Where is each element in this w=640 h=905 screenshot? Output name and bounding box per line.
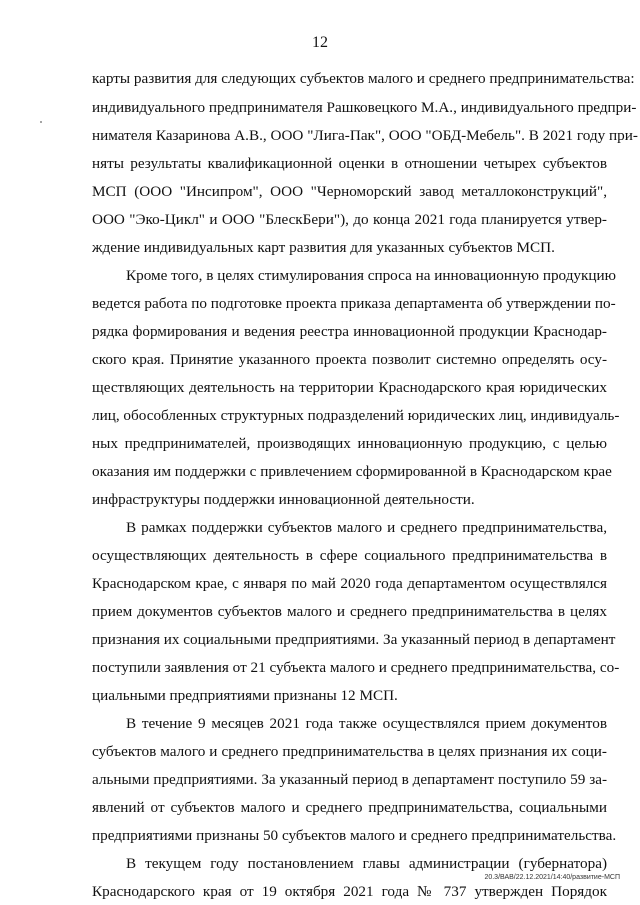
text-line: ных предпринимателей, производящих инновационную продукцию, с целью: [92, 435, 607, 452]
text-line: признания их социальными предприятиями. За указанный период в департамент: [92, 631, 616, 648]
text-line: В течение 9 месяцев 2021 года также осуществлялся прием документов: [126, 715, 607, 732]
text-line: осуществляющих деятельность в сфере социального предпринимательства в: [92, 547, 607, 564]
text-line: няты результаты квалификационной оценки в отношении четырех субъектов: [92, 155, 607, 172]
text-line: рядка формирования и ведения реестра инновационной продукции Краснодар-: [92, 323, 607, 340]
text-line: ООО "Эко-Цикл" и ООО "БлескБери"), до конца 2021 года планируется утвер-: [92, 211, 607, 228]
text-line: В текущем году постановлением главы администрации (губернатора): [126, 855, 607, 872]
text-line: Краснодарского края от 19 октября 2021 года № 737 утвержден Порядок: [92, 883, 607, 900]
text-line: циальными предприятиями признаны 12 МСП.: [92, 687, 398, 704]
text-line: ществляющих деятельность на территории Краснодарского края юридических: [92, 379, 607, 396]
text-line: Краснодарском крае, с января по май 2020 года департаментом осуществлялся: [92, 575, 607, 592]
text-line: МСП (ООО "Инсипром", ООО "Черноморский завод металлоконструкций",: [92, 183, 607, 200]
text-line: карты развития для следующих субъектов малого и среднего предпринимательства:: [92, 70, 635, 87]
text-line: оказания им поддержки с привлечением сформированной в Краснодарском крае: [92, 463, 612, 480]
text-line: индивидуального предпринимателя Рашковецкого М.А., индивидуального предпри-: [92, 99, 637, 116]
document-footer-code: 20.3/ВАВ/22.12.2021/14:40/развитие-МСП: [484, 874, 620, 881]
text-line: инфраструктуры поддержки инновационной деятельности.: [92, 491, 475, 508]
text-line: прием документов субъектов малого и среднего предпринимательства в целях: [92, 603, 607, 620]
scan-speck: [40, 121, 42, 123]
text-line: лиц, обособленных структурных подразделений юридических лиц, индивидуаль-: [92, 407, 620, 424]
text-line: субъектов малого и среднего предпринимательства в целях признания их соци-: [92, 743, 607, 760]
text-line: Кроме того, в целях стимулирования спроса на инновационную продукцию: [126, 267, 616, 284]
text-line: предприятиями признаны 50 субъектов малого и среднего предпринимательства.: [92, 827, 617, 844]
text-line: поступили заявления от 21 субъекта малого и среднего предпринимательства, со-: [92, 659, 620, 676]
text-line: ведется работа по подготовке проекта приказа департамента об утверждении по-: [92, 295, 616, 312]
text-line: ждение индивидуальных карт развития для указанных субъектов МСП.: [92, 239, 555, 256]
page-number: 12: [312, 34, 328, 51]
text-line: ского края. Принятие указанного проекта позволит системно определять осу-: [92, 351, 607, 368]
text-line: В рамках поддержки субъектов малого и среднего предпринимательства,: [126, 519, 607, 536]
text-line: альными предприятиями. За указанный период в департамент поступило 59 за-: [92, 771, 607, 788]
text-line: явлений от субъектов малого и среднего предпринимательства, социальными: [92, 799, 607, 816]
text-line: нимателя Казаринова А.В., ООО "Лига-Пак", ООО "ОБД-Мебель". В 2021 году при-: [92, 127, 638, 144]
